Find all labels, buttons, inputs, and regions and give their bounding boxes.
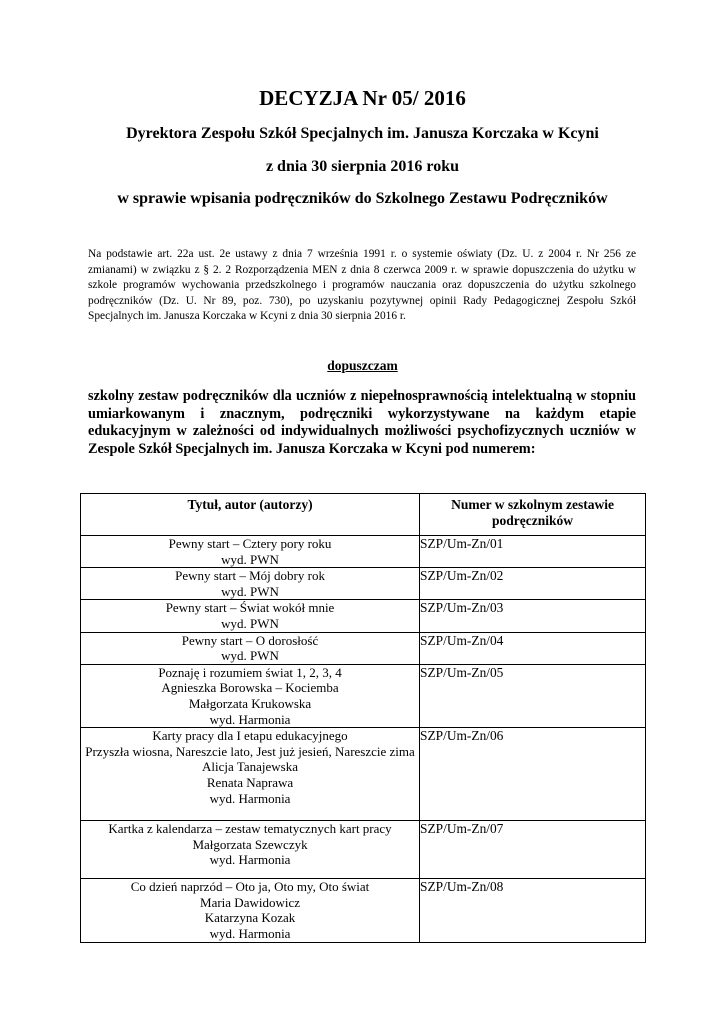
book-line: Alicja Tanajewska [202, 759, 298, 775]
book-description-cell [81, 536, 420, 568]
book-line: wyd. Harmonia [209, 925, 291, 941]
table-row [81, 600, 646, 632]
book-line: Przyszła wiosna, Nareszcie lato, Jest już jesień, Nareszcie zima [85, 743, 415, 759]
book-line: Pewny start – O dorosłość [181, 632, 319, 648]
book-number-cell: SZP/Um-Zn/05 [420, 664, 646, 727]
book-description-cell [81, 632, 420, 664]
date-line: z dnia 30 sierpnia 2016 roku [265, 158, 460, 175]
decision-title: DECYZJA Nr 05/ 2016 [259, 86, 466, 110]
table-row [81, 536, 646, 568]
book-number-cell: SZP/Um-Zn/04 [420, 632, 646, 664]
book-number-cell: SZP/Um-Zn/02 [420, 568, 646, 600]
book-number-cell: SZP/Um-Zn/07 [420, 821, 646, 879]
issuer-line: Dyrektora Zespołu Szkół Specjalnych im. Janusza Korczaka w Kcyni [126, 125, 599, 142]
textbook-table [80, 493, 646, 943]
book-line: Maria Dawidowicz [200, 894, 301, 910]
book-number-cell: SZP/Um-Zn/06 [420, 728, 646, 821]
book-line: wyd. Harmonia [209, 852, 291, 868]
book-line: wyd. Harmonia [209, 790, 291, 806]
legal-basis-paragraph: Na podstawie art. 22a ust. 2e ustawy z dnia 7 września 1991 r. o systemie oświaty (Dz. U. z 2004 r. Nr 256 ze zmianami) w związku z § 2. 2 Rozporządzenia MEN z dnia 8 czerwca 2009 r. w sprawie dopuszczenia do użytku w szkole programów wychowania przedszkolnego i programów nauczania oraz dopuszczenia do użytku szkolnego podręczników (Dz. U. Nr 89, poz. 730), po uzyskaniu pozytywnej opinii Rady Pedagogicznej Zespołu Szkół Specjalnych im. Janusza Korczaka w Kcyni z dnia 30 sierpnia 2016 r. [88, 248, 636, 323]
table-row [81, 664, 646, 727]
book-line: wyd. PWN [221, 615, 279, 631]
book-line: Pewny start – Cztery pory roku [168, 536, 332, 551]
book-line: Kartka z kalendarza – zestaw tematycznych kart pracy [108, 821, 392, 837]
subject-line: w sprawie wpisania podręczników do Szkolnego Zestawu Podręczników [117, 190, 608, 207]
table-row [81, 632, 646, 664]
book-description-cell [81, 821, 420, 879]
book-line: Pewny start – Mój dobry rok [175, 568, 325, 584]
book-line: wyd. Harmonia [209, 711, 291, 727]
book-line: Renata Naprawa [206, 774, 294, 790]
book-line: wyd. PWN [221, 551, 279, 567]
book-number-cell: SZP/Um-Zn/01 [420, 536, 646, 568]
book-line: Pewny start – Świat wokół mnie [165, 600, 335, 616]
book-line: Katarzyna Kozak [204, 910, 296, 926]
book-line: wyd. PWN [221, 583, 279, 599]
table-row [81, 568, 646, 600]
book-line: wyd. PWN [221, 648, 279, 664]
book-line: Agnieszka Borowska – Kociemba [161, 680, 339, 696]
book-line: Małgorzata Krukowska [188, 695, 312, 711]
table-row [81, 728, 646, 821]
book-description-cell [81, 600, 420, 632]
book-line: Karty pracy dla I etapu edukacyjnego [152, 728, 348, 744]
book-line: Małgorzata Szewczyk [192, 836, 308, 852]
book-description-cell [81, 879, 420, 942]
decision-paragraph: szkolny zestaw podręczników dla uczniów z niepełnosprawnością intelektualną w stopniu umiarkowanym i znacznym, podręczniki wykorzystywane na każdym etapie edukacyjnym w zależności od indywidualnych możliwości psychofizycznych uczniów w Zespole Szkół Specjalnych im. Janusza Korczaka w Kcyni pod numerem: [88, 388, 636, 457]
decision-keyword: dopuszczam [327, 358, 398, 373]
book-description-cell [81, 568, 420, 600]
header-title-author: Tytuł, autor (autorzy) [81, 494, 420, 536]
book-number-cell: SZP/Um-Zn/03 [420, 600, 646, 632]
book-description-cell [81, 728, 420, 821]
table-row [81, 821, 646, 879]
book-number-cell: SZP/Um-Zn/08 [420, 879, 646, 942]
book-line: Co dzień naprzód – Oto ja, Oto my, Oto świat [130, 879, 370, 895]
table-row [81, 879, 646, 942]
table-header-row [81, 494, 646, 536]
book-description-cell [81, 664, 420, 727]
book-line: Poznaję i rozumiem świat 1, 2, 3, 4 [158, 664, 342, 680]
header-number: Numer w szkolnym zestawie podręczników [420, 494, 646, 536]
